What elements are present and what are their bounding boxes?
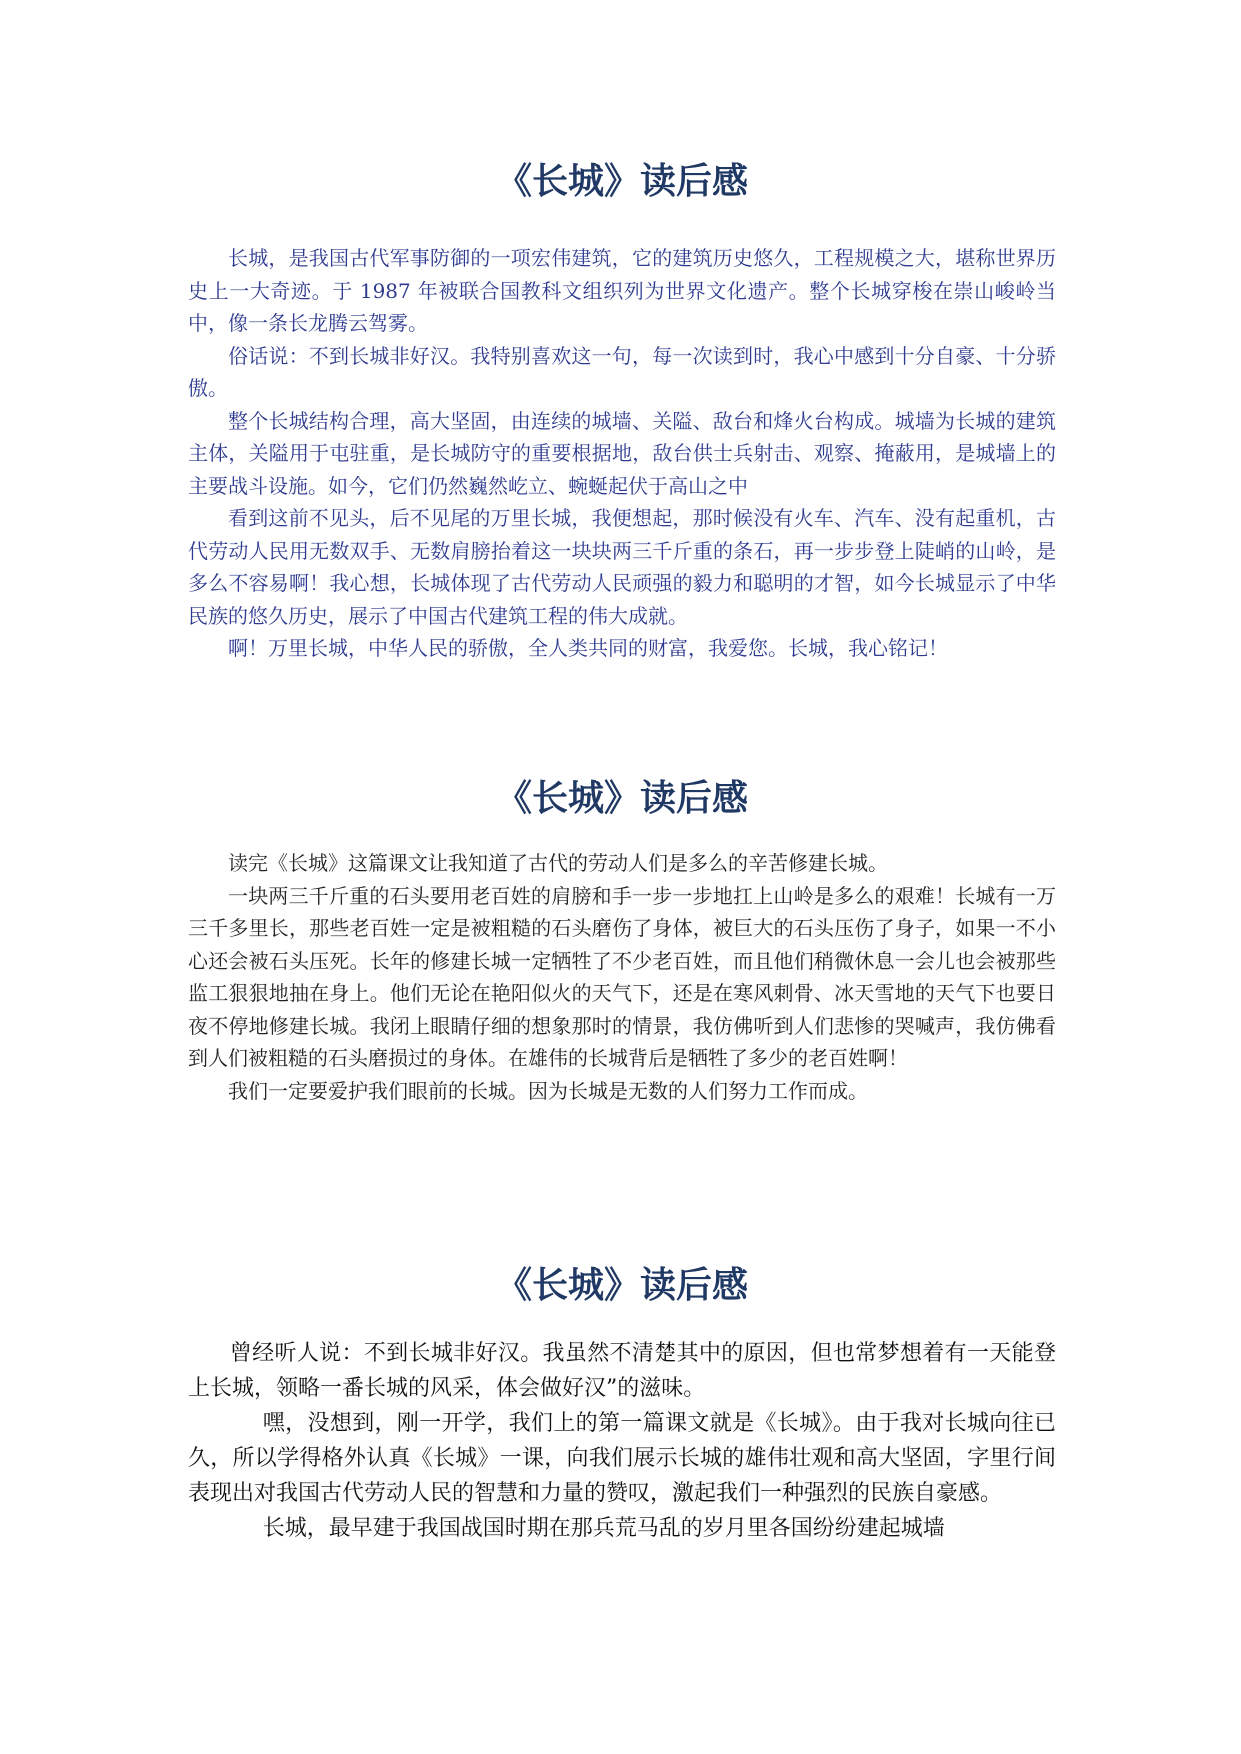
essay-paragraph: 曾经听人说：不到长城非好汉。我虽然不清楚其中的原因，但也常梦想着有一天能登上长城，领略一番长城的风采，体会做好汉”的滋味。 bbox=[188, 1341, 1056, 1401]
essay-paragraph: 看到这前不见头，后不见尾的万里长城，我便想起，那时候没有火车、汽车、没有起重机，古代劳动人民用无数双手、无数肩膀抬着这一块块两三千斤重的条石，再一步步登上陡峭的山岭，是多么不容易啊！我心想，长城体现了古代劳动人民顽强的毅力和聪明的才智，如今长城显示了中华民族的悠久历史，展示了中国古代建筑工程的伟大成就。 bbox=[188, 506, 1056, 628]
essay-paragraph: 一块两三千斤重的石头要用老百姓的肩膀和手一步一步地扛上山岭是多么的艰难！长城有一万三千多里长，那些老百姓一定是被粗糙的石头磨伤了身体，被巨大的石头压伤了身子，如果一不小心还会被石头压死。长年的修建长城一定牺牲了不少老百姓，而且他们稍微休息一会儿也会被那些监工狠狠地抽在身上。他们无论在艳阳似火的天气下，还是在寒风刺骨、冰天雪地的天气下也要日夜不停地修建长城。我闭上眼睛仔细的想象那时的情景，我仿佛听到人们悲惨的哭喊声，我仿佛看到人们被粗糙的石头磨损过的身体。在雄伟的长城背后是牺牲了多少的老百姓啊！ bbox=[188, 883, 1056, 1070]
essay-paragraph: 我们一定要爱护我们眼前的长城。因为长城是无数的人们努力工作而成。 bbox=[228, 1078, 868, 1103]
essay-paragraph: 俗话说：不到长城非好汉。我特别喜欢这一句，每一次读到时，我心中感到十分自豪、十分骄傲。 bbox=[188, 343, 1056, 400]
essay-title: 《长城》读后感 bbox=[495, 778, 748, 819]
essay-paragraph: 长城，最早建于我国战国时期在那兵荒马乱的岁月里各国纷纷建起城墙 bbox=[262, 1516, 945, 1541]
essay-paragraph: 啊！万里长城，中华人民的骄傲，全人类共同的财富，我爱您。长城，我心铭记！ bbox=[228, 636, 948, 660]
essay-paragraph: 嘿，没想到，刚一开学，我们上的第一篇课文就是《长城》。由于我对长城向往已久，所以学得格外认真《长城》一课，向我们展示长城的雄伟壮观和高大坚固，字里行间表现出对我国古代劳动人民的智慧和力量的赞叹，激起我们一种强烈的民族自豪感。 bbox=[188, 1411, 1056, 1506]
essay-section-3 bbox=[188, 1262, 1056, 1546]
essay-paragraph: 整个长城结构合理，高大坚固，由连续的城墙、关隘、敌台和烽火台构成。城墙为长城的建筑主体，关隘用于屯驻重，是长城防守的重要根据地，敌台供士兵射击、观察、掩蔽用，是城墙上的主要战斗设施。如今，它们仍然巍然屹立、蜿蜒起伏于高山之中 bbox=[188, 408, 1056, 498]
essay-paragraph: 长城，是我国古代军事防御的一项宏伟建筑，它的建筑历史悠久，工程规模之大，堪称世界历史上一大奇迹。于 1987 年被联合国教科文组织列为世界文化遗产。整个长城穿梭在崇山峻岭当中，像一条长龙腾云驾雾。 bbox=[188, 246, 1056, 335]
essay-title: 《长城》读后感 bbox=[495, 1265, 748, 1306]
essay-title: 《长城》读后感 bbox=[495, 161, 748, 202]
essay-section-1 bbox=[188, 158, 1056, 665]
essay-section-2 bbox=[188, 775, 1056, 1107]
essay-paragraph: 读完《长城》这篇课文让我知道了古代的劳动人们是多么的辛苦修建长城。 bbox=[228, 851, 888, 875]
